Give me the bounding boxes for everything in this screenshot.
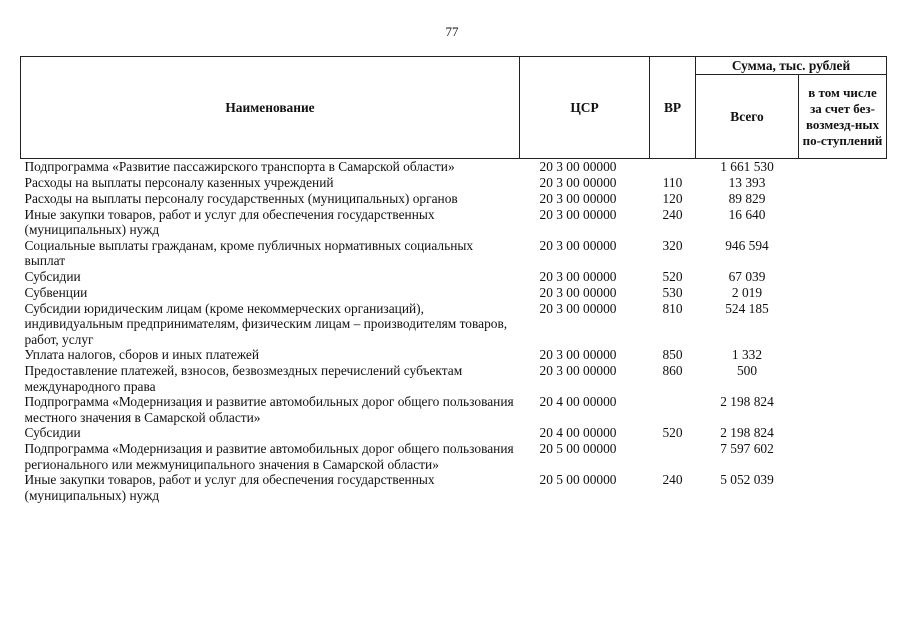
row-name: Подпрограмма «Модернизация и развитие автомобильных дорог общего пользования регионального или межмуниципального значения в Самарской области» [24,441,514,472]
row-vr: 520 [662,268,683,284]
budget-table [20,56,887,503]
row-name: Расходы на выплаты персоналу государственных (муниципальных) органов [24,190,458,206]
row-name: Уплата налогов, сборов и иных платежей [24,347,260,362]
table-row [21,175,887,191]
row-total: 1 661 530 [720,159,774,174]
row-name: Расходы на выплаты персоналу казенных учреждений [24,174,334,190]
row-csr: 20 3 00 00000 [539,159,617,174]
header-name: Наименование [21,57,520,159]
row-vr: 860 [662,363,683,378]
row-free-receipts [799,347,887,363]
table-row [21,425,887,441]
row-csr: 20 5 00 00000 [539,472,617,487]
row-name: Иные закупки товаров, работ и услуг для обеспечения государственных (муниципальных) нужд [24,472,435,503]
row-csr: 20 3 00 00000 [539,206,617,222]
table-row [21,301,887,348]
row-total: 5 052 039 [720,472,774,487]
row-name: Подпрограмма «Модернизация и развитие автомобильных дорог общего пользования местного значения в Самарской области» [24,394,514,425]
row-vr: 850 [662,347,683,362]
row-free-receipts [799,269,887,285]
table-row [21,441,887,472]
row-total: 2 019 [731,284,763,300]
row-csr: 20 5 00 00000 [539,441,617,456]
row-vr [650,159,696,175]
row-csr: 20 4 00 00000 [539,394,617,409]
table-row [21,207,887,238]
row-name: Субсидии юридическим лицам (кроме некоммерческих организаций), индивидуальным предпринимателям, физическим лицам – производителям товаров, работ, услуг [24,300,508,347]
row-name: Социальные выплаты гражданам, кроме публичных нормативных социальных выплат [24,237,474,268]
row-free-receipts [799,363,887,394]
table-row [21,269,887,285]
table-row [21,159,887,175]
row-free-receipts [799,191,887,207]
row-free-receipts [799,425,887,441]
row-csr: 20 3 00 00000 [539,268,617,284]
row-csr: 20 3 00 00000 [539,190,617,206]
row-vr [650,394,696,425]
header-free-receipts-text: в том числе за счет без-возмезд-ных по-ступлений [802,84,883,148]
row-total: 946 594 [725,237,769,253]
row-free-receipts [799,441,887,472]
row-free-receipts [799,301,887,348]
table-row [21,347,887,363]
row-name: Субсидии [24,425,81,440]
row-vr: 530 [662,284,683,300]
row-total: 67 039 [728,268,766,284]
table-row [21,472,887,503]
row-csr: 20 4 00 00000 [539,425,617,440]
row-vr: 320 [662,237,683,253]
row-free-receipts [799,159,887,175]
header-vr: ВР [650,57,696,159]
table-row [21,191,887,207]
row-vr: 240 [662,206,683,222]
row-free-receipts [799,394,887,425]
row-csr: 20 3 00 00000 [539,174,617,190]
row-vr: 240 [662,472,683,487]
row-total: 13 393 [728,174,766,190]
header-csr: ЦСР [520,57,650,159]
header-free-receipts [799,75,887,159]
row-free-receipts [799,238,887,269]
row-free-receipts [799,175,887,191]
row-total: 89 829 [728,190,766,206]
row-csr: 20 3 00 00000 [539,237,617,253]
row-csr: 20 3 00 00000 [539,347,617,362]
row-name: Субсидии [24,268,81,284]
row-name: Подпрограмма «Развитие пассажирского транспорта в Самарской области» [24,159,455,174]
header-sum: Сумма, тыс. рублей [696,57,887,75]
table-header [21,57,887,159]
row-csr: 20 3 00 00000 [539,363,617,378]
row-vr: 110 [662,174,683,190]
row-total: 7 597 602 [720,441,774,456]
table-body [21,159,887,504]
row-name: Предоставление платежей, взносов, безвозмездных перечислений субъектам международного права [24,363,463,394]
row-csr: 20 3 00 00000 [539,284,617,300]
row-name: Иные закупки товаров, работ и услуг для обеспечения государственных (муниципальных) нужд [24,206,435,237]
table-row [21,363,887,394]
row-csr: 20 3 00 00000 [539,300,617,316]
row-vr: 120 [662,190,683,206]
table-row [21,394,887,425]
row-free-receipts [799,285,887,301]
row-name: Субвенции [24,284,88,300]
page-number: 77 [445,24,459,39]
row-vr: 520 [662,425,683,440]
row-vr: 810 [662,300,683,316]
header-total: Всего [696,75,799,159]
table-row [21,238,887,269]
table-row [21,285,887,301]
row-total: 2 198 824 [720,394,774,409]
row-free-receipts [799,472,887,503]
row-total: 524 185 [725,300,769,316]
row-total: 16 640 [728,206,766,222]
row-total: 1 332 [731,347,763,362]
row-free-receipts [799,207,887,238]
row-total: 2 198 824 [720,425,774,440]
row-vr [650,441,696,472]
row-total: 500 [736,363,758,378]
